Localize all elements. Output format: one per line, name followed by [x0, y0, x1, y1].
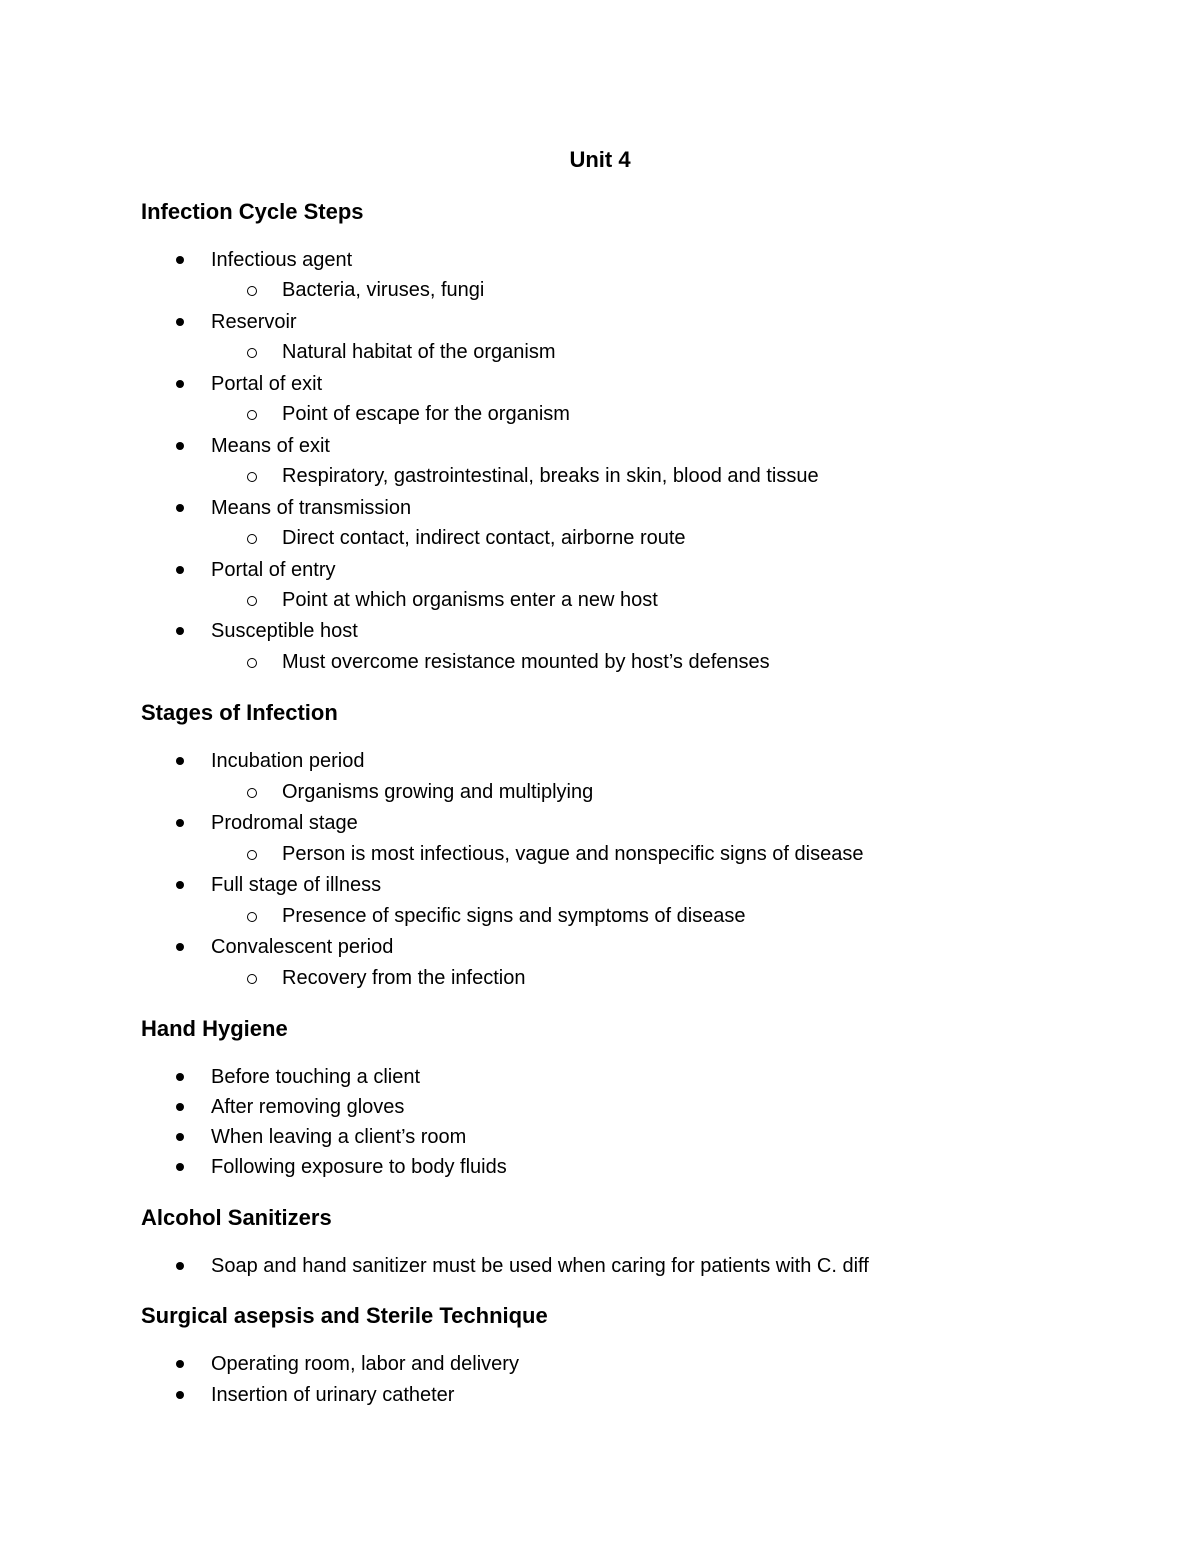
bullet-icon: [176, 1133, 184, 1141]
bullet-icon: [176, 504, 184, 512]
page-title: Unit 4: [569, 147, 631, 172]
bullet-icon: [176, 881, 184, 889]
list-item: Incubation period: [211, 750, 365, 772]
bullet-icon: [176, 566, 184, 574]
bullet-icon: [176, 1360, 184, 1368]
sub-bullet-icon: [247, 348, 257, 358]
bullet-icon: [176, 1391, 184, 1399]
sub-bullet-icon: [247, 472, 257, 482]
sub-list-item: Bacteria, viruses, fungi: [282, 279, 485, 301]
sub-bullet-icon: [247, 658, 257, 668]
bullet-icon: [176, 1103, 184, 1111]
bullet-icon: [176, 943, 184, 951]
sub-list-item: Recovery from the infection: [282, 967, 526, 989]
sub-bullet-icon: [247, 534, 257, 544]
section-heading: Stages of Infection: [141, 700, 338, 725]
list-item: Full stage of illness: [211, 874, 382, 896]
sub-list-item: Respiratory, gastrointestinal, breaks in skin, blood and tissue: [282, 465, 819, 487]
list-item: Soap and hand sanitizer must be used when caring for patients with C. diff: [211, 1255, 869, 1277]
bullet-icon: [176, 380, 184, 388]
list-item: Reservoir: [211, 311, 297, 333]
list-item: Before touching a client: [211, 1066, 421, 1088]
bullet-icon: [176, 442, 184, 450]
sub-bullet-icon: [247, 912, 257, 922]
bullet-icon: [176, 1073, 184, 1081]
section-heading: Infection Cycle Steps: [141, 199, 364, 224]
bullet-icon: [176, 1163, 184, 1171]
sub-list-item: Must overcome resistance mounted by host’s defenses: [282, 651, 770, 673]
bullet-icon: [176, 318, 184, 326]
list-item: Portal of exit: [211, 373, 323, 395]
bullet-icon: [176, 819, 184, 827]
list-item: Infectious agent: [211, 249, 353, 271]
list-item: After removing gloves: [211, 1096, 405, 1118]
bullet-icon: [176, 627, 184, 635]
list-item: Means of exit: [211, 435, 330, 457]
sub-bullet-icon: [247, 788, 257, 798]
list-item: Portal of entry: [211, 559, 336, 581]
sub-bullet-icon: [247, 410, 257, 420]
sub-list-item: Organisms growing and multiplying: [282, 781, 594, 803]
sub-bullet-icon: [247, 596, 257, 606]
list-item: When leaving a client’s room: [211, 1126, 467, 1148]
sub-list-item: Direct contact, indirect contact, airborne route: [282, 527, 686, 549]
section-heading: Hand Hygiene: [141, 1016, 288, 1041]
sub-list-item: Presence of specific signs and symptoms of disease: [282, 905, 746, 927]
sub-list-item: Point at which organisms enter a new host: [282, 589, 658, 611]
sub-list-item: Point of escape for the organism: [282, 403, 570, 425]
list-item: Convalescent period: [211, 936, 394, 958]
bullet-icon: [176, 256, 184, 264]
section-heading: Alcohol Sanitizers: [141, 1205, 332, 1230]
sub-bullet-icon: [247, 286, 257, 296]
bullet-icon: [176, 757, 184, 765]
list-item: Prodromal stage: [211, 812, 358, 834]
sub-list-item: Person is most infectious, vague and nonspecific signs of disease: [282, 843, 864, 865]
list-item: Operating room, labor and delivery: [211, 1353, 519, 1375]
sub-list-item: Natural habitat of the organism: [282, 341, 556, 363]
sub-bullet-icon: [247, 850, 257, 860]
list-item: Susceptible host: [211, 620, 358, 642]
list-item: Following exposure to body fluids: [211, 1156, 507, 1178]
list-item: Insertion of urinary catheter: [211, 1384, 455, 1406]
section-heading: Surgical asepsis and Sterile Technique: [141, 1303, 548, 1328]
bullet-icon: [176, 1262, 184, 1270]
list-item: Means of transmission: [211, 497, 412, 519]
sub-bullet-icon: [247, 974, 257, 984]
